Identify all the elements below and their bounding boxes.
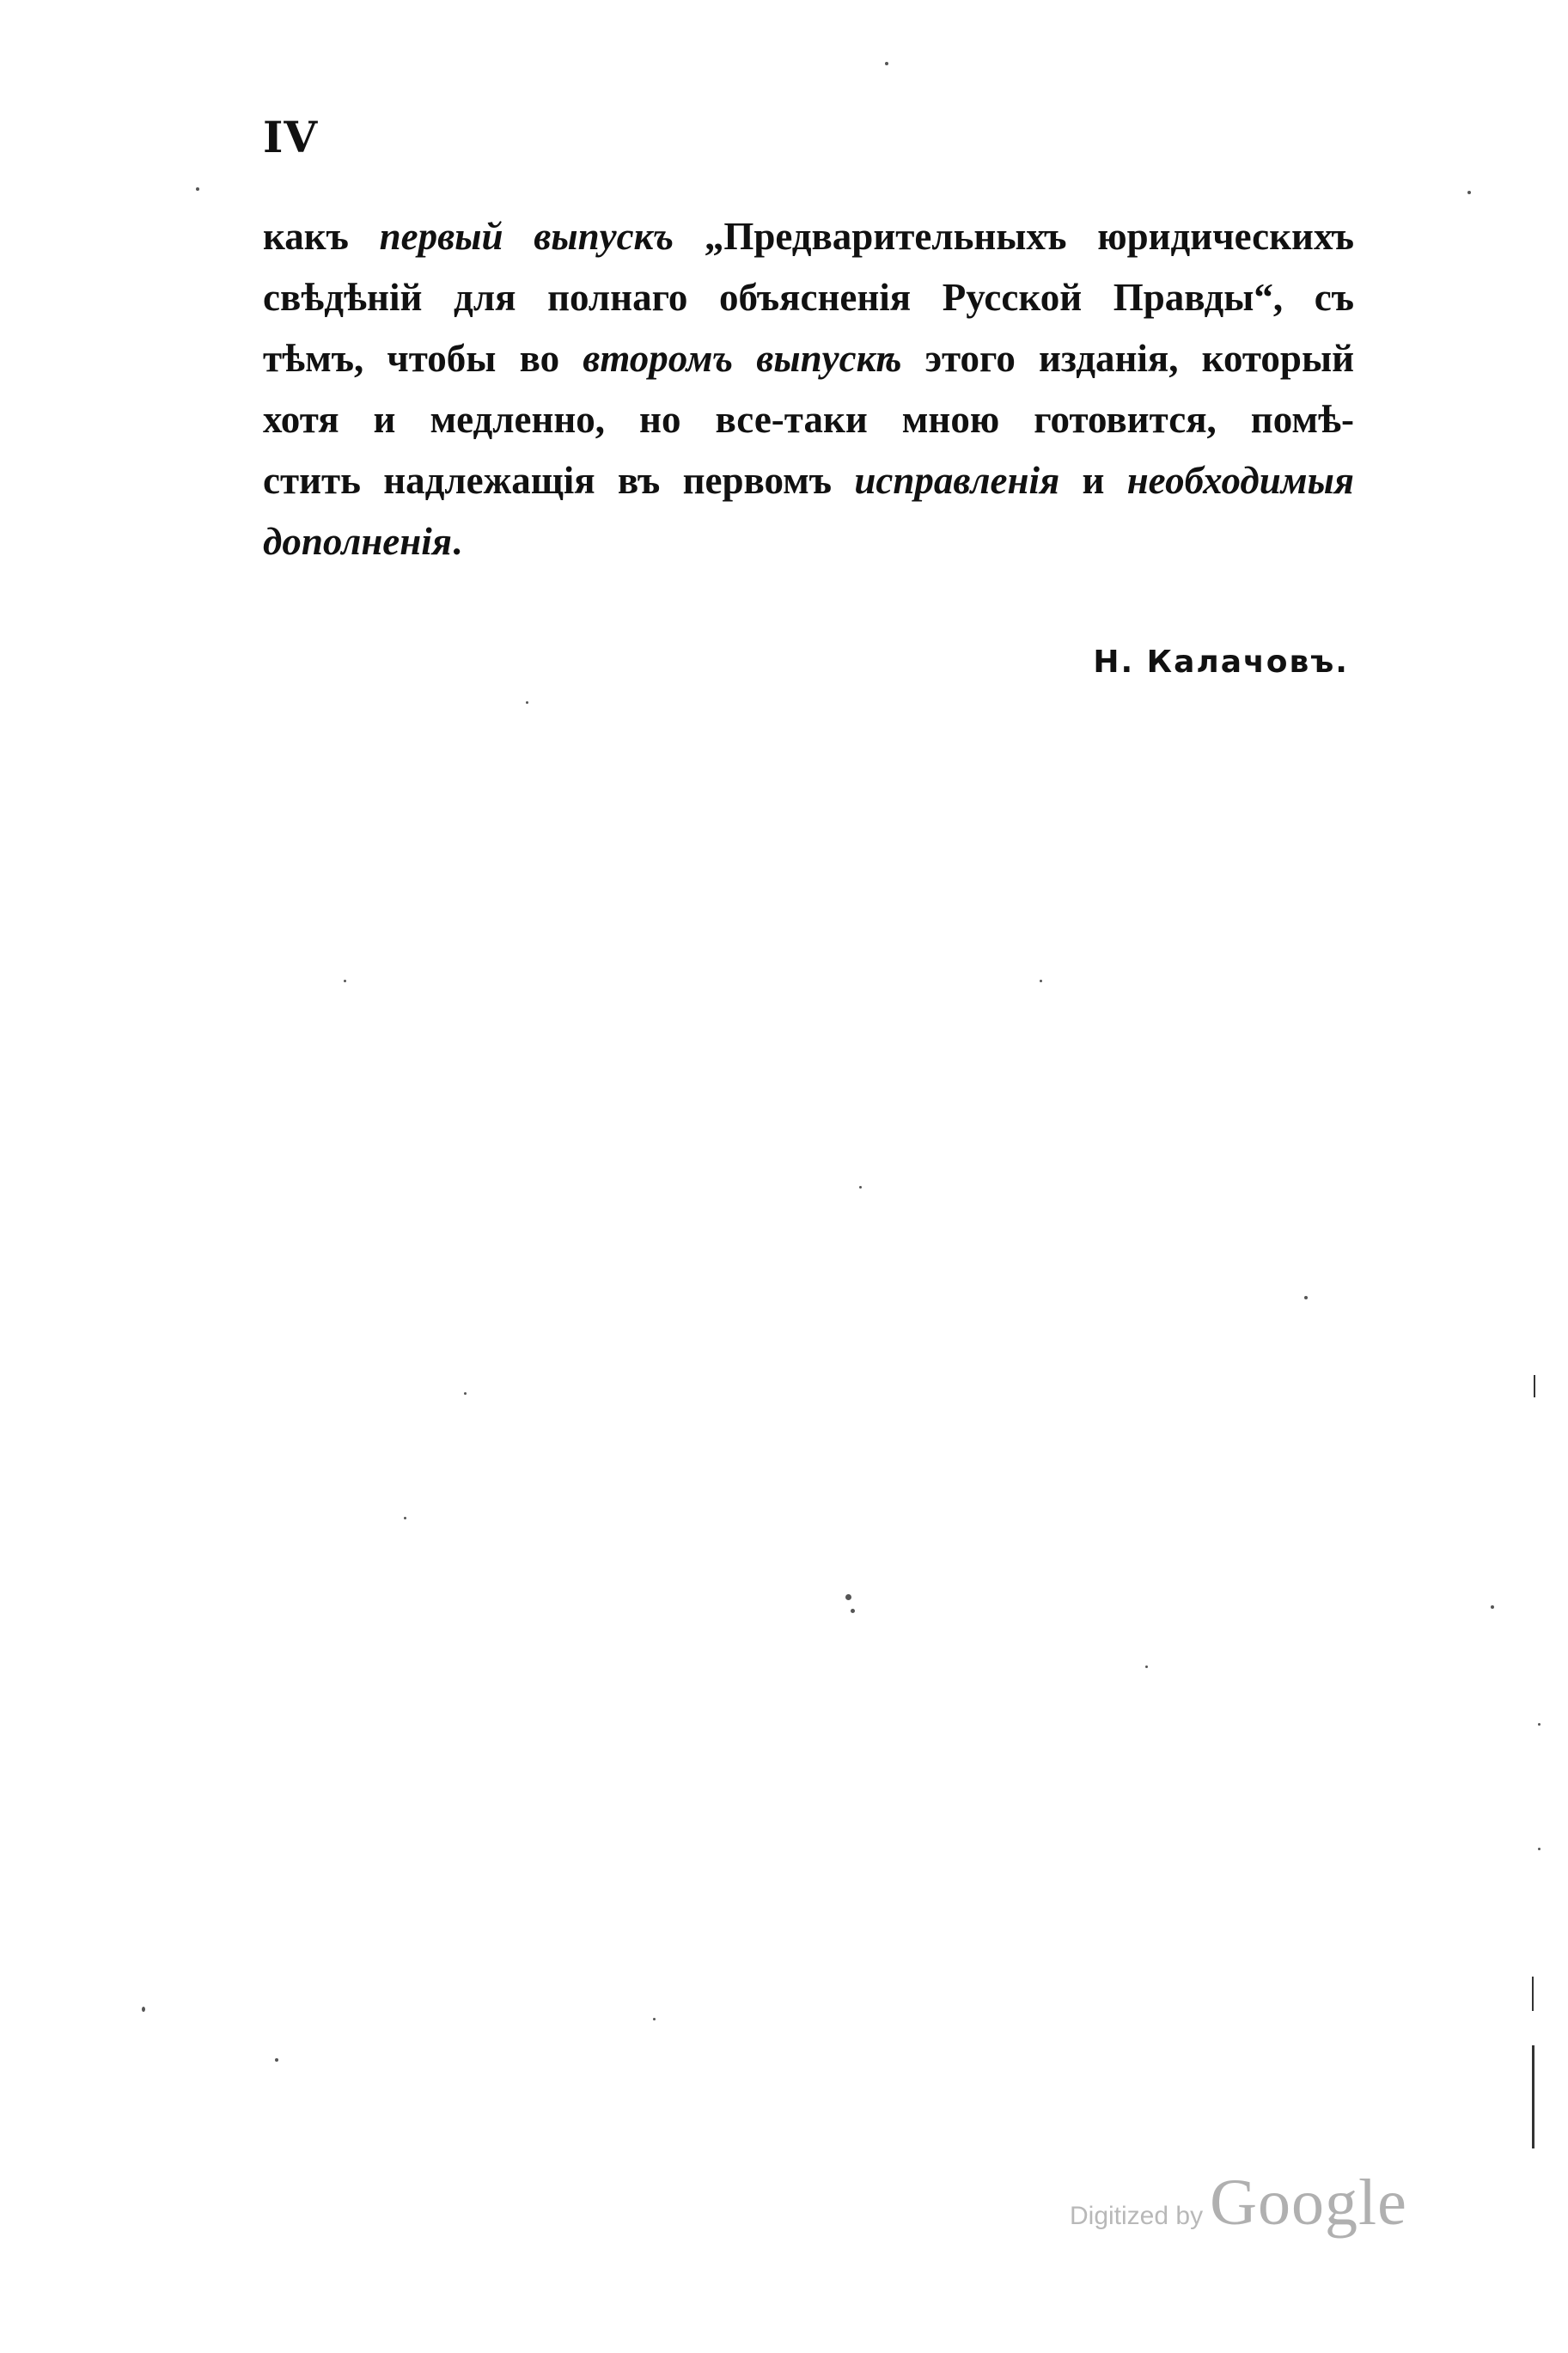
text-run-italic: дополненія [263, 520, 452, 563]
text-run: хотя и медленно, но все-таки мною готовится, помѣ- [263, 398, 1354, 441]
scan-edge-mark [1532, 1977, 1534, 2011]
scan-speck [275, 2058, 278, 2062]
google-logo: Google [1210, 2167, 1407, 2239]
text-run-italic: необходимыя [1126, 459, 1354, 502]
scan-speck [404, 1517, 406, 1519]
scan-speck [885, 62, 888, 65]
text-run: и [1059, 459, 1127, 502]
text-line-1 [263, 206, 1354, 267]
scan-speck [196, 187, 199, 191]
text-run-italic: первый выпускъ [379, 215, 674, 258]
text-run: стить надлежащія въ первомъ [263, 459, 855, 502]
text-run-italic: исправленія [854, 459, 1060, 502]
text-run-italic: второмъ выпускѣ [583, 337, 902, 380]
scan-speck [142, 2007, 145, 2012]
text-line-4 [263, 389, 1354, 450]
scan-speck [1491, 1605, 1494, 1609]
text-run: тѣмъ, чтобы во [263, 337, 583, 380]
text-run: свѣдѣній для полнаго объясненія Русской Правды“, съ [263, 276, 1354, 319]
scan-speck [851, 1609, 855, 1613]
scan-speck [526, 701, 528, 704]
text-line-6 [263, 511, 1354, 572]
scan-speck [1145, 1665, 1148, 1668]
scan-speck [1040, 980, 1042, 982]
scan-speck [1467, 191, 1471, 194]
scan-edge-mark [1532, 2045, 1534, 2148]
text-line-2 [263, 267, 1354, 328]
body-paragraph [263, 206, 1354, 572]
digitized-watermark [1070, 2166, 1407, 2240]
text-line-3 [263, 328, 1354, 389]
watermark-prefix: Digitized by [1070, 2202, 1204, 2230]
scan-speck [1538, 1723, 1541, 1726]
text-run: этого изданія, который [901, 337, 1355, 380]
text-run: . [451, 520, 462, 563]
scan-speck [464, 1392, 467, 1395]
page-number: IV [263, 112, 319, 162]
scan-speck [1538, 1848, 1541, 1850]
text-run: „Предварительныхъ юридическихъ [674, 215, 1354, 258]
scan-speck [845, 1594, 851, 1600]
text-run: какъ [263, 215, 380, 258]
scan-edge-mark [1534, 1375, 1535, 1397]
scan-speck [1304, 1296, 1308, 1299]
author-signature: Н. Калачовъ. [1093, 645, 1349, 680]
scan-speck [344, 980, 346, 982]
text-line-5 [263, 450, 1354, 511]
scan-speck [653, 2018, 656, 2020]
scan-speck [859, 1186, 862, 1189]
